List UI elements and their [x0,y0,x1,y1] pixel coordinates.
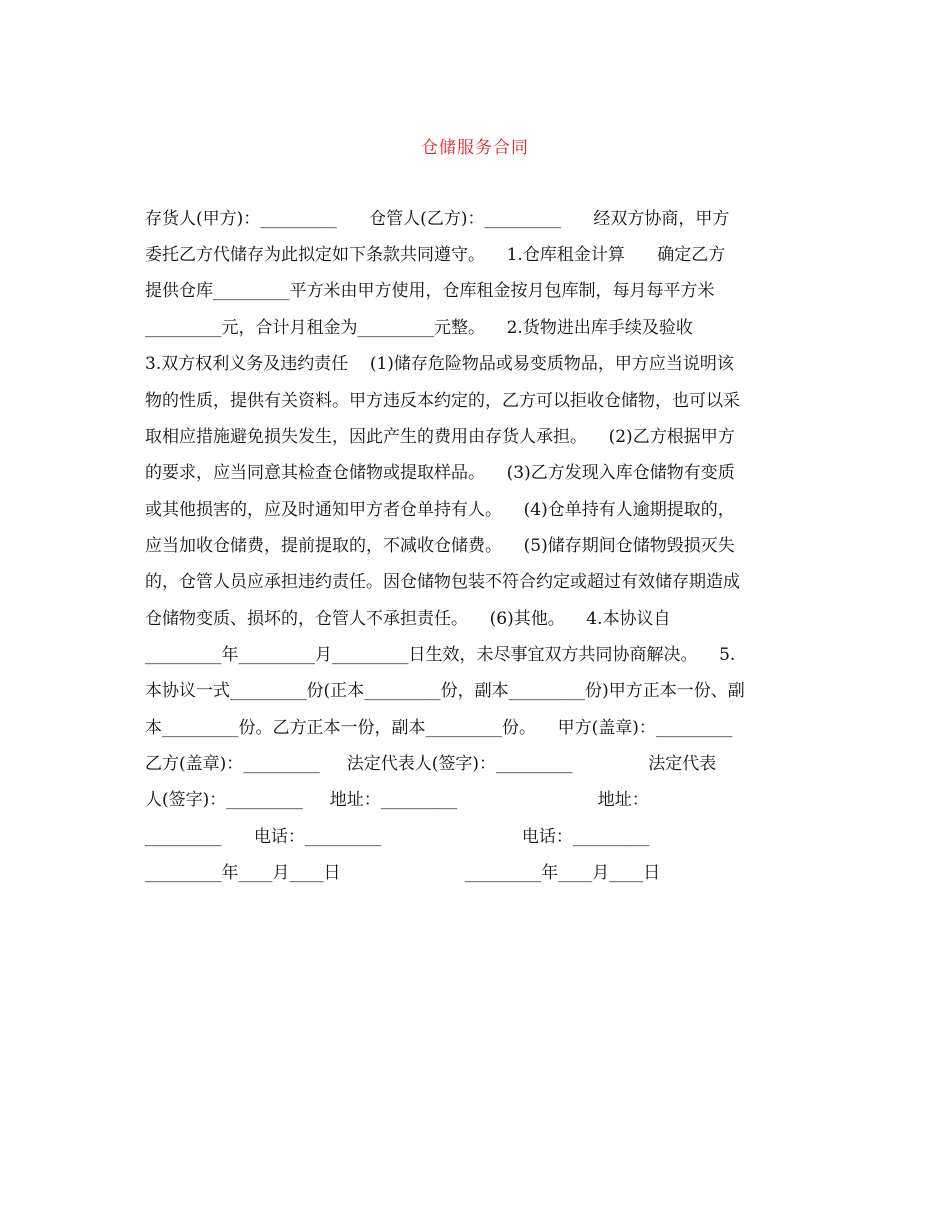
body-line-5: 3.双方权利义务及违约责任 (1)储存危险物品或易变质物品，甲方应当说明该 [145,354,734,374]
body-line-8: 的要求，应当同意其检查仓储物或提取样品。 (3)乙方发现入库仓储物有变质 [145,463,735,483]
signature-line-3: _________ 电话：_________ 电话：_________ [145,827,650,847]
body-line-6: 物的性质，提供有关资料。甲方违反本约定的，乙方可以拒收仓储物，也可以采 [145,391,740,411]
signature-line-2: 人(签字)：_________ 地址：_________ 地址： [145,790,649,810]
body-line-3: 提供仓库_________平方米由甲方使用，仓库租金按月包库制，每月每平方米 [145,281,715,301]
body-line-13: _________年_________月_________日生效，未尽事宜双方共同协商解决。 5. [145,645,736,665]
body-line-1: 存货人(甲方)：_________ 仓管人(乙方)：_________ 经双方协商，甲方 [145,209,730,229]
body-line-10: 应当加收仓储费，提前提取的，不减收仓储费。 (5)储存期间仓储物毁损灭失 [145,536,735,556]
body-line-11: 的，仓管人员应承担违约责任。因仓储物包装不符合约定或超过有效储存期造成 [145,572,740,592]
document-title: 仓储服务合同 [421,138,529,158]
signature-line-1: 乙方(盖章)：_________ 法定代表人(签字)：_________ 法定代表 [145,754,717,774]
body-line-12: 仓储物变质、损坏的，仓管人不承担责任。 (6)其他。 4.本协议自 [145,609,671,629]
body-line-14: 本协议一式_________份(正本_________份，副本_________份)甲方正本一份、副 [145,681,745,701]
body-line-9: 或其他损害的，应及时通知甲方者仓单持有人。 (4)仓单持有人逾期提取的， [145,500,735,520]
body-line-15: 本_________份。乙方正本一份，副本_________份。 甲方(盖章)：_________ [145,718,733,738]
body-line-7: 取相应措施避免损失发生，因此产生的费用由存货人承担。 (2)乙方根据甲方 [145,427,735,447]
body-line-2: 委托乙方代储存为此拟定如下条款共同遵守。 1.仓库租金计算 确定乙方 [145,245,726,265]
date-line: _________年____月____日 _________年____月____日 [145,863,661,883]
body-line-4: _________元，合计月租金为_________元整。 2.货物进出库手续及验收 [145,318,693,338]
